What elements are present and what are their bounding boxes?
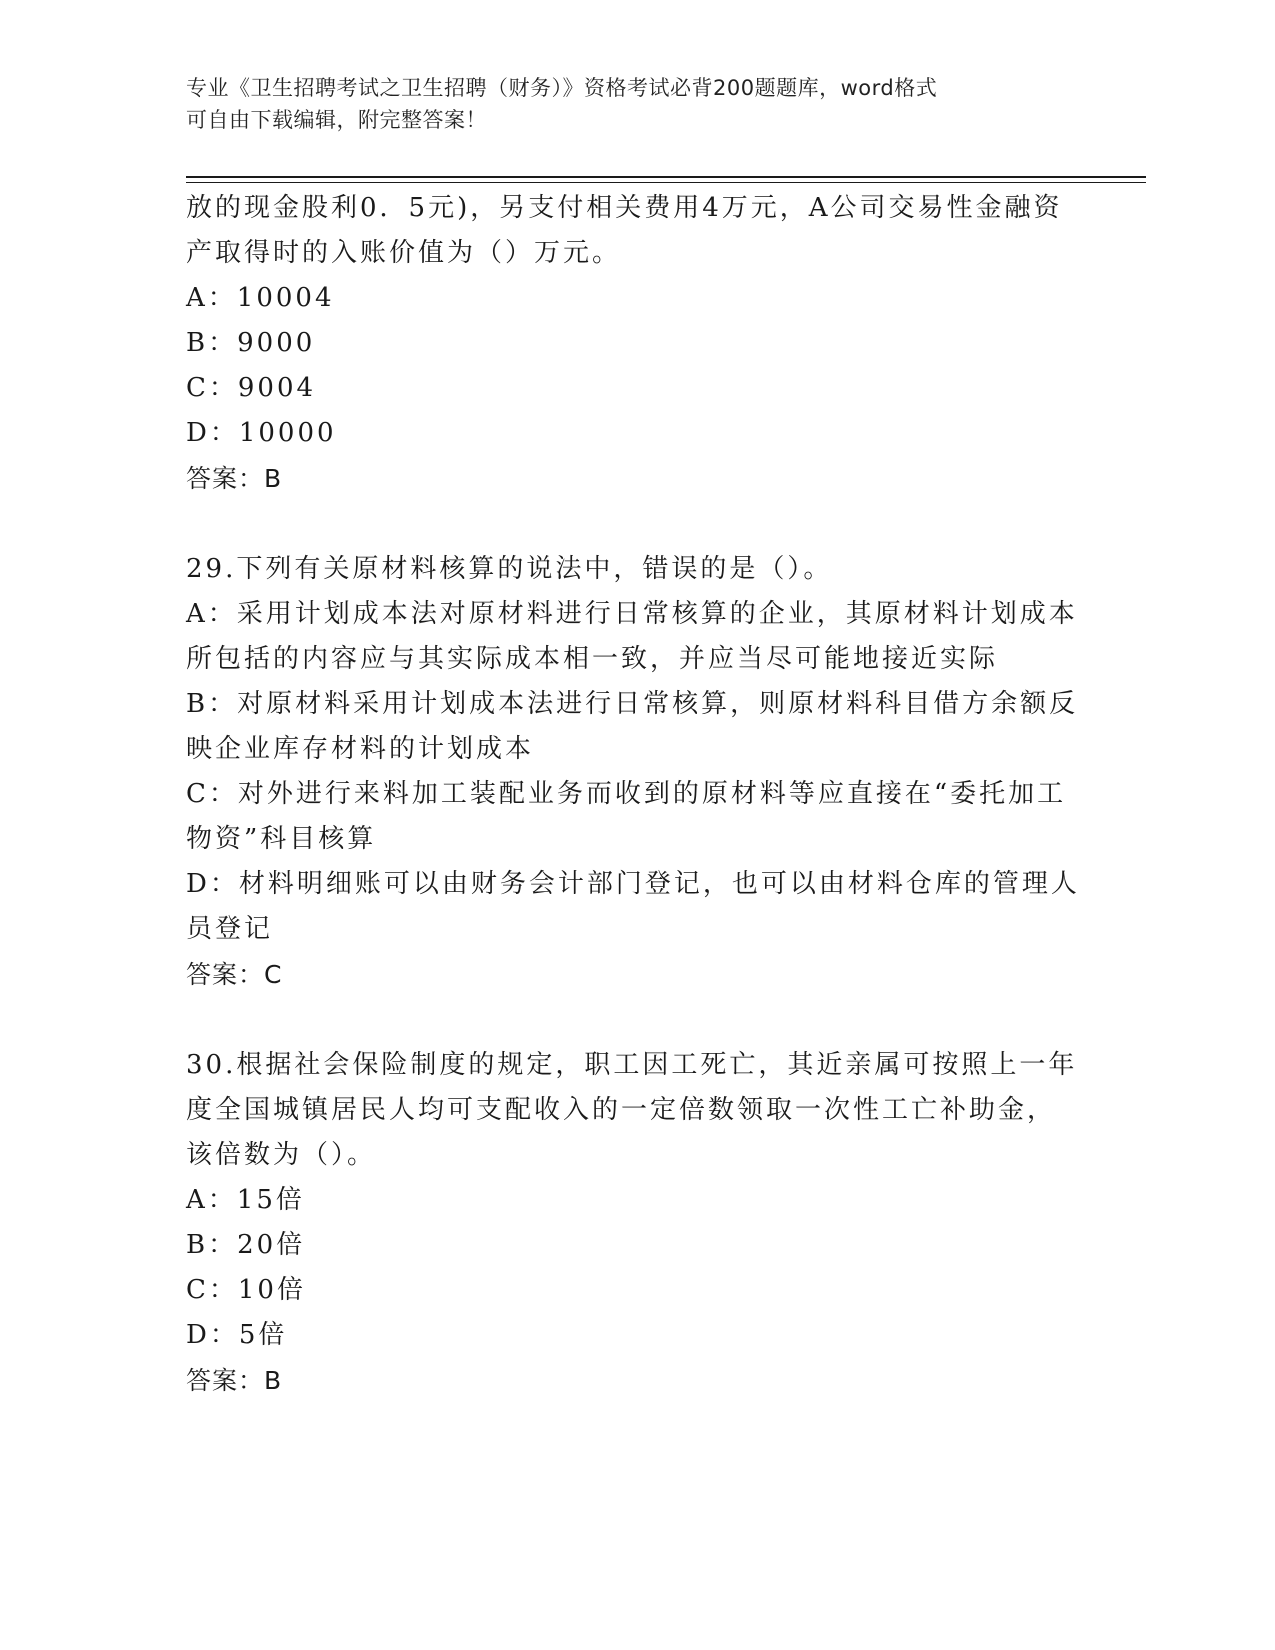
answer-line: 答案：C xyxy=(186,960,283,989)
option-b: B：20倍 xyxy=(186,1230,306,1260)
option-c-continued: 物资”科目核算 xyxy=(186,824,377,854)
option-a: A：15倍 xyxy=(186,1185,305,1215)
option-b-continued: 映企业库存材料的计划成本 xyxy=(186,734,535,764)
question-spacer xyxy=(186,997,1086,1043)
question-spacer xyxy=(186,501,1086,547)
header-divider-thick xyxy=(186,176,1146,178)
header-title-line-1: 专业《卫生招聘考试之卫生招聘（财务）》资格考试必背200题题库，word格式 xyxy=(186,76,938,100)
document-header xyxy=(186,72,1086,136)
option-c: C：对外进行来料加工装配业务而收到的原材料等应直接在“委托加工 xyxy=(186,779,1067,809)
header-divider-thin xyxy=(186,182,1146,183)
option-a: A：采用计划成本法对原材料进行日常核算的企业，其原材料计划成本 xyxy=(186,599,1078,629)
question-stem-line: 产取得时的入账价值为（）万元。 xyxy=(186,238,622,268)
question-stem-line: 度全国城镇居民人均可支配收入的一定倍数领取一次性工亡补助金， xyxy=(186,1095,1057,1125)
question-stem-line: 放的现金股利0．5元)，另支付相关费用4万元，A公司交易性金融资 xyxy=(186,193,1063,223)
question-30 xyxy=(186,1043,1086,1403)
document-body xyxy=(186,186,1086,1403)
answer-line: 答案：B xyxy=(186,464,283,493)
option-d-continued: 员登记 xyxy=(186,914,274,944)
option-a-continued: 所包括的内容应与其实际成本相一致，并应当尽可能地接近实际 xyxy=(186,644,999,674)
option-c: C：10倍 xyxy=(186,1275,306,1305)
option-a: A：10004 xyxy=(186,283,335,313)
answer-line: 答案：B xyxy=(186,1366,283,1395)
header-title-line-2: 可自由下载编辑，附完整答案！ xyxy=(186,108,487,132)
question-stem-line: 该倍数为（）。 xyxy=(186,1140,377,1170)
question-29 xyxy=(186,547,1086,997)
option-b: B：9000 xyxy=(186,328,316,358)
question-stem-line: 29.下列有关原材料核算的说法中，错误的是（）。 xyxy=(186,554,833,584)
option-c: C：9004 xyxy=(186,373,317,403)
option-d: D：5倍 xyxy=(186,1320,288,1350)
question-stem-line: 30.根据社会保险制度的规定，职工因工死亡，其近亲属可按照上一年 xyxy=(186,1050,1078,1080)
option-d: D：材料明细账可以由财务会计部门登记，也可以由材料仓库的管理人 xyxy=(186,869,1080,899)
option-b: B：对原材料采用计划成本法进行日常核算，则原材料科目借方余额反 xyxy=(186,689,1079,719)
question-28 xyxy=(186,186,1086,501)
option-d: D：10000 xyxy=(186,418,337,448)
